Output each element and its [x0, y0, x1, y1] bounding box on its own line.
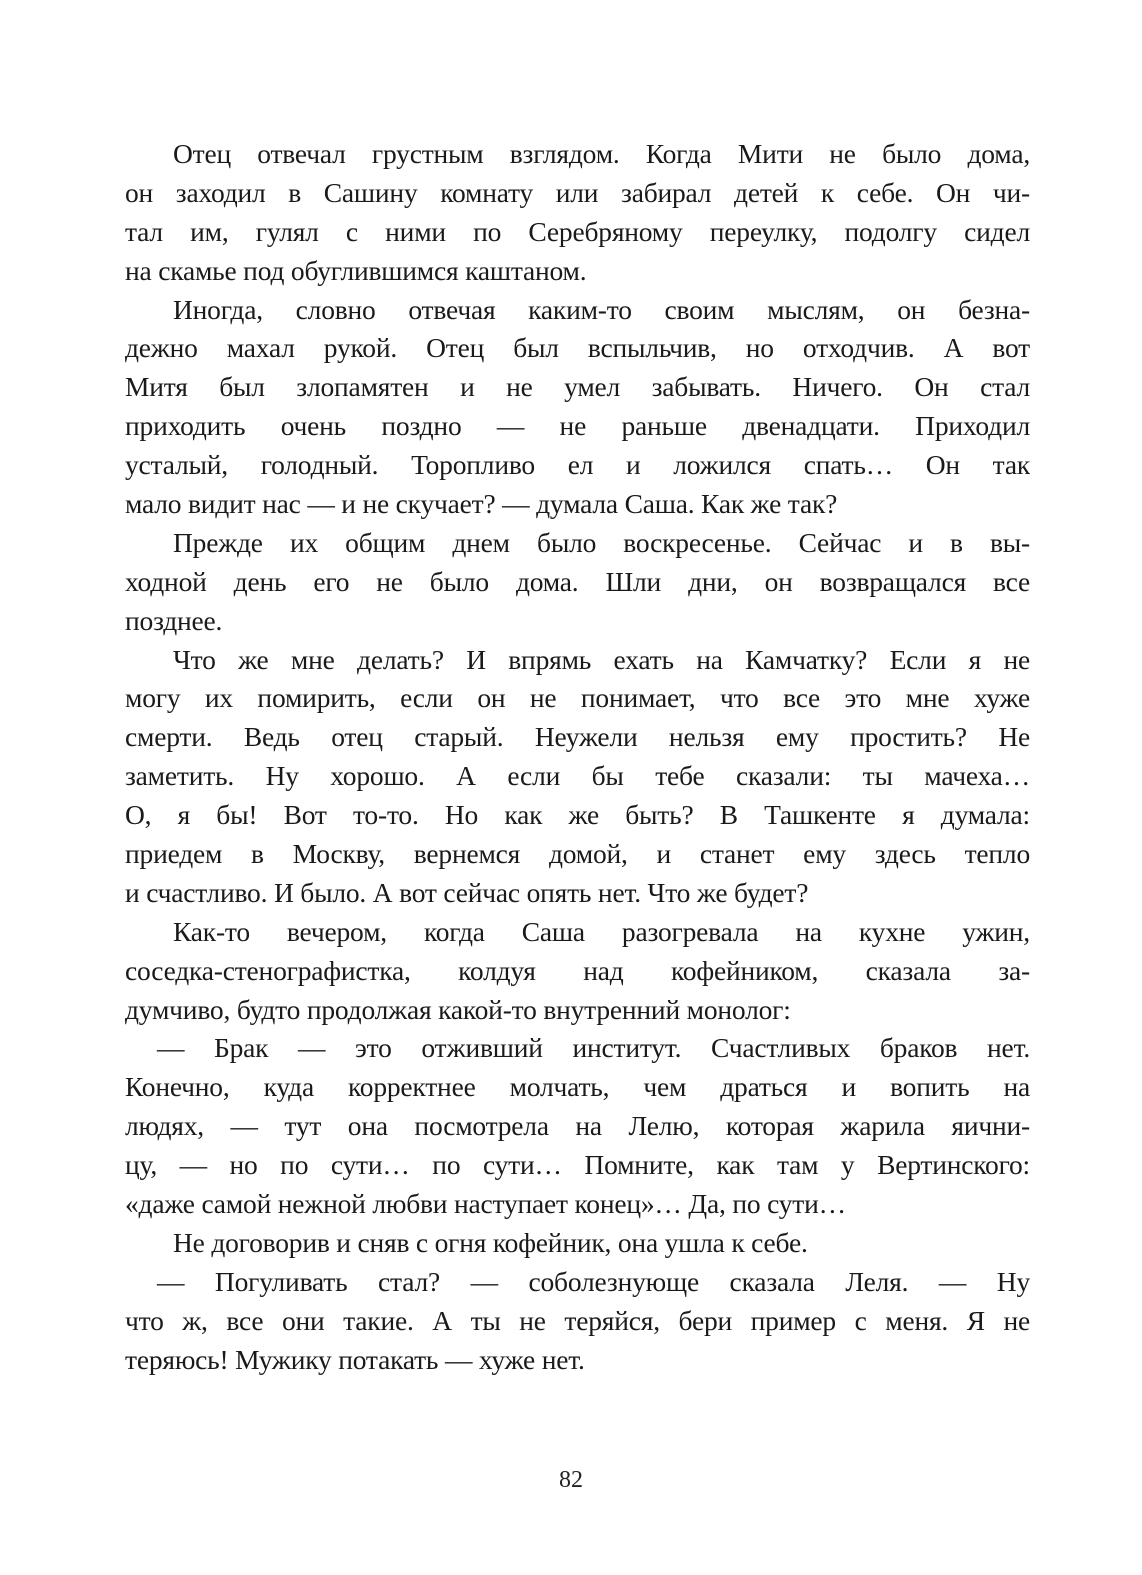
text-line: смерти. Ведь отец старый. Неужели нельзя ему простить? Не: [125, 721, 1030, 753]
text-line: и счастливо. И было. А вот сейчас опять нет. Что же будет?: [125, 876, 809, 908]
page-body-text: [125, 135, 1030, 1380]
text-line: могу их помирить, если он не понимает, что все это мне хуже: [125, 682, 1030, 714]
text-line: мало видит нас — и не скучает? — думала Саша. Как же так?: [125, 488, 838, 520]
text-line: теряюсь! Мужику потакать — хуже нет.: [125, 1343, 585, 1375]
text-line: Что же мне делать? И впрямь ехать на Камчатку? Если я не: [173, 643, 1030, 675]
text-line: ходной день его не было дома. Шли дни, он возвращался все: [125, 565, 1030, 597]
text-line: Конечно, куда корректнее молчать, чем драться и вопить на: [125, 1071, 1030, 1103]
page-number: 82: [559, 1467, 583, 1493]
text-line: на скамье под обуглившимся каштаном.: [125, 254, 587, 286]
text-line: Прежде их общим днем было воскресенье. Сейчас и в вы-: [173, 526, 1030, 558]
text-line: заметить. Ну хорошо. А если бы тебе сказали: ты мачеха…: [125, 760, 1030, 792]
text-line: дежно махал рукой. Отец был вспыльчив, но отходчив. А вот: [125, 332, 1030, 364]
text-line: Отец отвечал грустным взглядом. Когда Мити не было дома,: [173, 138, 1030, 169]
text-line: Не договорив и сняв с огня кофейник, она ушла к себе.: [173, 1226, 808, 1258]
text-line: Митя был злопамятен и не умел забывать. Ничего. Он стал: [125, 371, 1030, 403]
text-line: тал им, гулял с ними по Серебряному переулку, подолгу сидел: [125, 215, 1030, 247]
text-line: усталый, голодный. Торопливо ел и ложился спать… Он так: [125, 449, 1030, 481]
text-line: он заходил в Сашину комнату или забирал детей к себе. Он чи-: [125, 176, 1030, 208]
text-line: — Брак — это отживший институт. Счастливых браков нет.: [157, 1032, 1030, 1064]
text-line: — Погуливать стал? — соболезнующе сказала Леля. — Ну: [157, 1265, 1030, 1297]
text-line: что ж, все они такие. А ты не теряйся, бери пример с меня. Я не: [125, 1304, 1030, 1336]
text-line: «даже самой нежной любви наступает конец»… Да, по сути…: [125, 1188, 846, 1220]
text-line: Иногда, словно отвечая каким-то своим мыслям, он безна-: [173, 293, 1030, 325]
text-line: Как-то вечером, когда Саша разогревала на кухне ужин,: [173, 915, 1030, 947]
text-line: цу, — но по сути… по сути… Помните, как там у Вертинского:: [125, 1149, 1030, 1181]
text-line: О, я бы! Вот то-то. Но как же быть? В Ташкенте я думала:: [125, 799, 1030, 831]
text-line: думчиво, будто продолжая какой-то внутренний монолог:: [125, 993, 791, 1025]
text-line: позднее.: [125, 604, 223, 636]
text-line: людях, — тут она посмотрела на Лелю, которая жарила яични-: [125, 1110, 1030, 1142]
text-line: соседка-стенографистка, колдуя над кофейником, сказала за-: [125, 954, 1030, 986]
text-line: приходить очень поздно — не раньше двенадцати. Приходил: [125, 410, 1030, 442]
text-line: приедем в Москву, вернемся домой, и станет ему здесь тепло: [125, 838, 1030, 870]
